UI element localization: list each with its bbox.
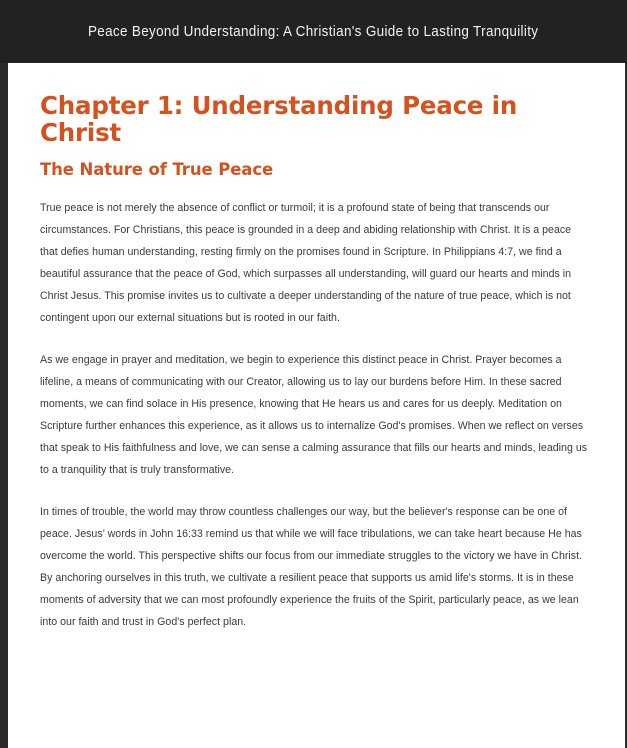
- document-content: [40, 63, 588, 633]
- section-heading: The Nature of True Peace: [40, 159, 274, 179]
- body-paragraph: True peace is not merely the absence of conflict or turmoil; it is a profound state of being that transcends our circumstances. For Christians, this peace is grounded in a deep and abiding relationship with Christ. It is a peace that defies human understanding, resting firmly on the promises found in Scripture. In Philippians 4:7, we find a beautiful assurance that the peace of God, which surpasses all understanding, will guard our hearts and minds in Christ Jesus. This promise invites us to cultivate a deeper understanding of the nature of true peace, which is not contingent upon our external situations but is rooted in our faith.: [40, 201, 572, 324]
- page-left-border: [0, 63, 8, 748]
- document-title: Peace Beyond Understanding: A Christian's Guide to Lasting Tranquility: [88, 23, 539, 40]
- document-header-bar: [0, 0, 627, 63]
- body-paragraph: In times of trouble, the world may throw countless challenges our way, but the believer's response can be one of peace. Jesus’ words in John 16:33 remind us that while we will face tribulations, we can take heart because He has overcome the world. This perspective shifts our focus from our immediate struggles to the victory we have in Christ. By anchoring ourselves in this truth, we cultivate a resilient peace that supports us amid life's storms. It is in these moments of adversity that we can most profoundly experience the fruits of the Spirit, particularly peace, as we lean into our faith and trust in God's perfect plan.: [40, 506, 583, 629]
- chapter-heading: Chapter 1: Understanding Peace in Christ: [40, 91, 518, 148]
- body-paragraph: As we engage in prayer and meditation, we begin to experience this distinct peace in Christ. Prayer becomes a lifeline, a means of communicating with our Creator, allowing us to lay our burdens before Him. In these sacred moments, we can find solace in His presence, knowing that He hears us and cares for us deeply. Meditation on Scripture further enhances this experience, as it allows us to internalize God's promises. When we reflect on verses that speak to His faithfulness and love, we can sense a calming assurance that fills our hearts and minds, leading us to a tranquility that is truly transformative.: [40, 354, 588, 477]
